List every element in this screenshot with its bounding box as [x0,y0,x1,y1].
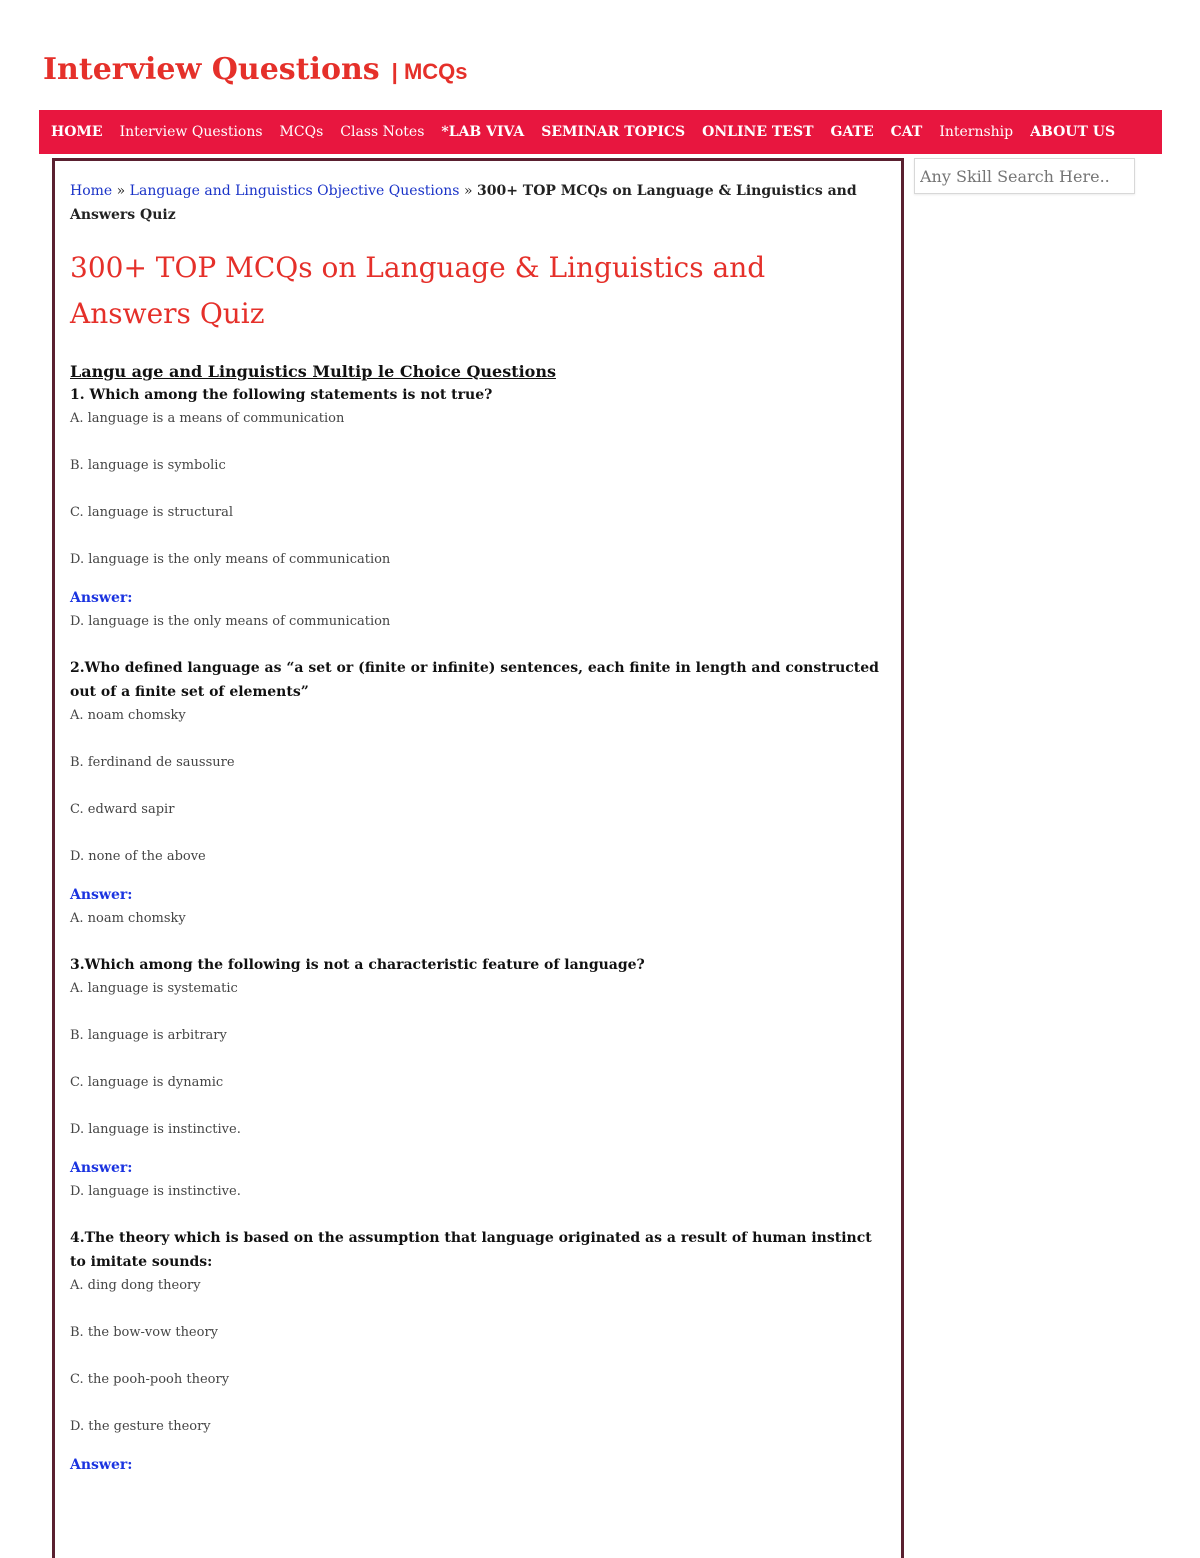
nav-item-online-test[interactable]: ONLINE TEST [702,124,814,140]
option-d: D. none of the above [70,849,206,864]
answer-toggle[interactable]: Answer: [70,887,133,903]
question-text: 2.Who defined language as “a set or (finite or infinite) sentences, each finite in length and constructed out of a finite set of elements” [70,660,879,700]
nav-item-about-us[interactable]: ABOUT US [1030,124,1116,140]
site-header [43,52,468,98]
option-a: A. language is a means of communication [70,411,345,426]
nav-item-internship[interactable]: Internship [939,124,1014,140]
breadcrumb-separator: » [459,183,477,199]
article-container [52,158,904,1558]
nav-item-interview-questions[interactable]: Interview Questions [119,124,263,140]
skill-search-input[interactable] [914,158,1135,194]
option-b: B. the bow-vow theory [70,1325,219,1340]
question-text: 1. Which among the following statements is not true? [70,387,493,403]
option-b: B. language is arbitrary [70,1028,227,1043]
nav-item-home[interactable]: HOME [51,124,103,140]
nav-item-seminar-topics[interactable]: SEMINAR TOPICS [541,124,686,140]
breadcrumb-current: 300+ TOP MCQs on Language & Linguistics and Answers Quiz [70,183,857,223]
breadcrumb [70,179,887,227]
question-text: 3.Which among the following is not a characteristic feature of language? [70,957,645,973]
question-block [70,1226,887,1477]
option-c: C. language is dynamic [70,1075,224,1090]
option-d: D. the gesture theory [70,1419,211,1434]
option-d: D. language is instinctive. [70,1122,241,1137]
answer-toggle[interactable]: Answer: [70,590,133,606]
option-b: B. ferdinand de saussure [70,755,235,770]
nav-item-lab-viva[interactable]: *LAB VIVA [441,124,525,140]
option-c: C. edward sapir [70,802,175,817]
section-heading: Langu age and Linguistics Multip le Choice Questions [70,362,556,381]
answer-toggle[interactable]: Answer: [70,1160,133,1176]
option-c: C. language is structural [70,505,234,520]
page-title: 300+ TOP MCQs on Language & Linguistics and Answers Quiz [70,251,766,330]
breadcrumb-home-link[interactable]: Home [70,183,113,199]
option-d: D. language is the only means of communication [70,552,391,567]
nav-item-class-notes[interactable]: Class Notes [340,124,425,140]
question-block [70,383,887,634]
nav-item-mcqs[interactable]: MCQs [279,124,324,140]
breadcrumb-separator: » [112,183,130,199]
site-section-label: | MCQs [391,59,468,84]
answer-value: A. noam chomsky [70,911,186,926]
answer-value: D. language is instinctive. [70,1184,241,1199]
main-navbar [39,110,1162,154]
option-a: A. ding dong theory [70,1278,201,1293]
option-a: A. language is systematic [70,981,238,996]
nav-item-cat[interactable]: CAT [890,124,923,140]
option-c: C. the pooh-pooh theory [70,1372,230,1387]
site-brand-link[interactable]: Interview Questions [43,52,380,87]
answer-value: D. language is the only means of communication [70,614,391,629]
breadcrumb-category-link[interactable]: Language and Linguistics Objective Questions [129,183,460,199]
question-text: 4.The theory which is based on the assumption that language originated as a result of human instinct to imitate sounds: [70,1230,872,1270]
question-block [70,656,887,931]
nav-item-gate[interactable]: GATE [830,124,874,140]
option-a: A. noam chomsky [70,708,186,723]
question-block [70,953,887,1204]
option-b: B. language is symbolic [70,458,226,473]
answer-toggle[interactable]: Answer: [70,1457,133,1473]
